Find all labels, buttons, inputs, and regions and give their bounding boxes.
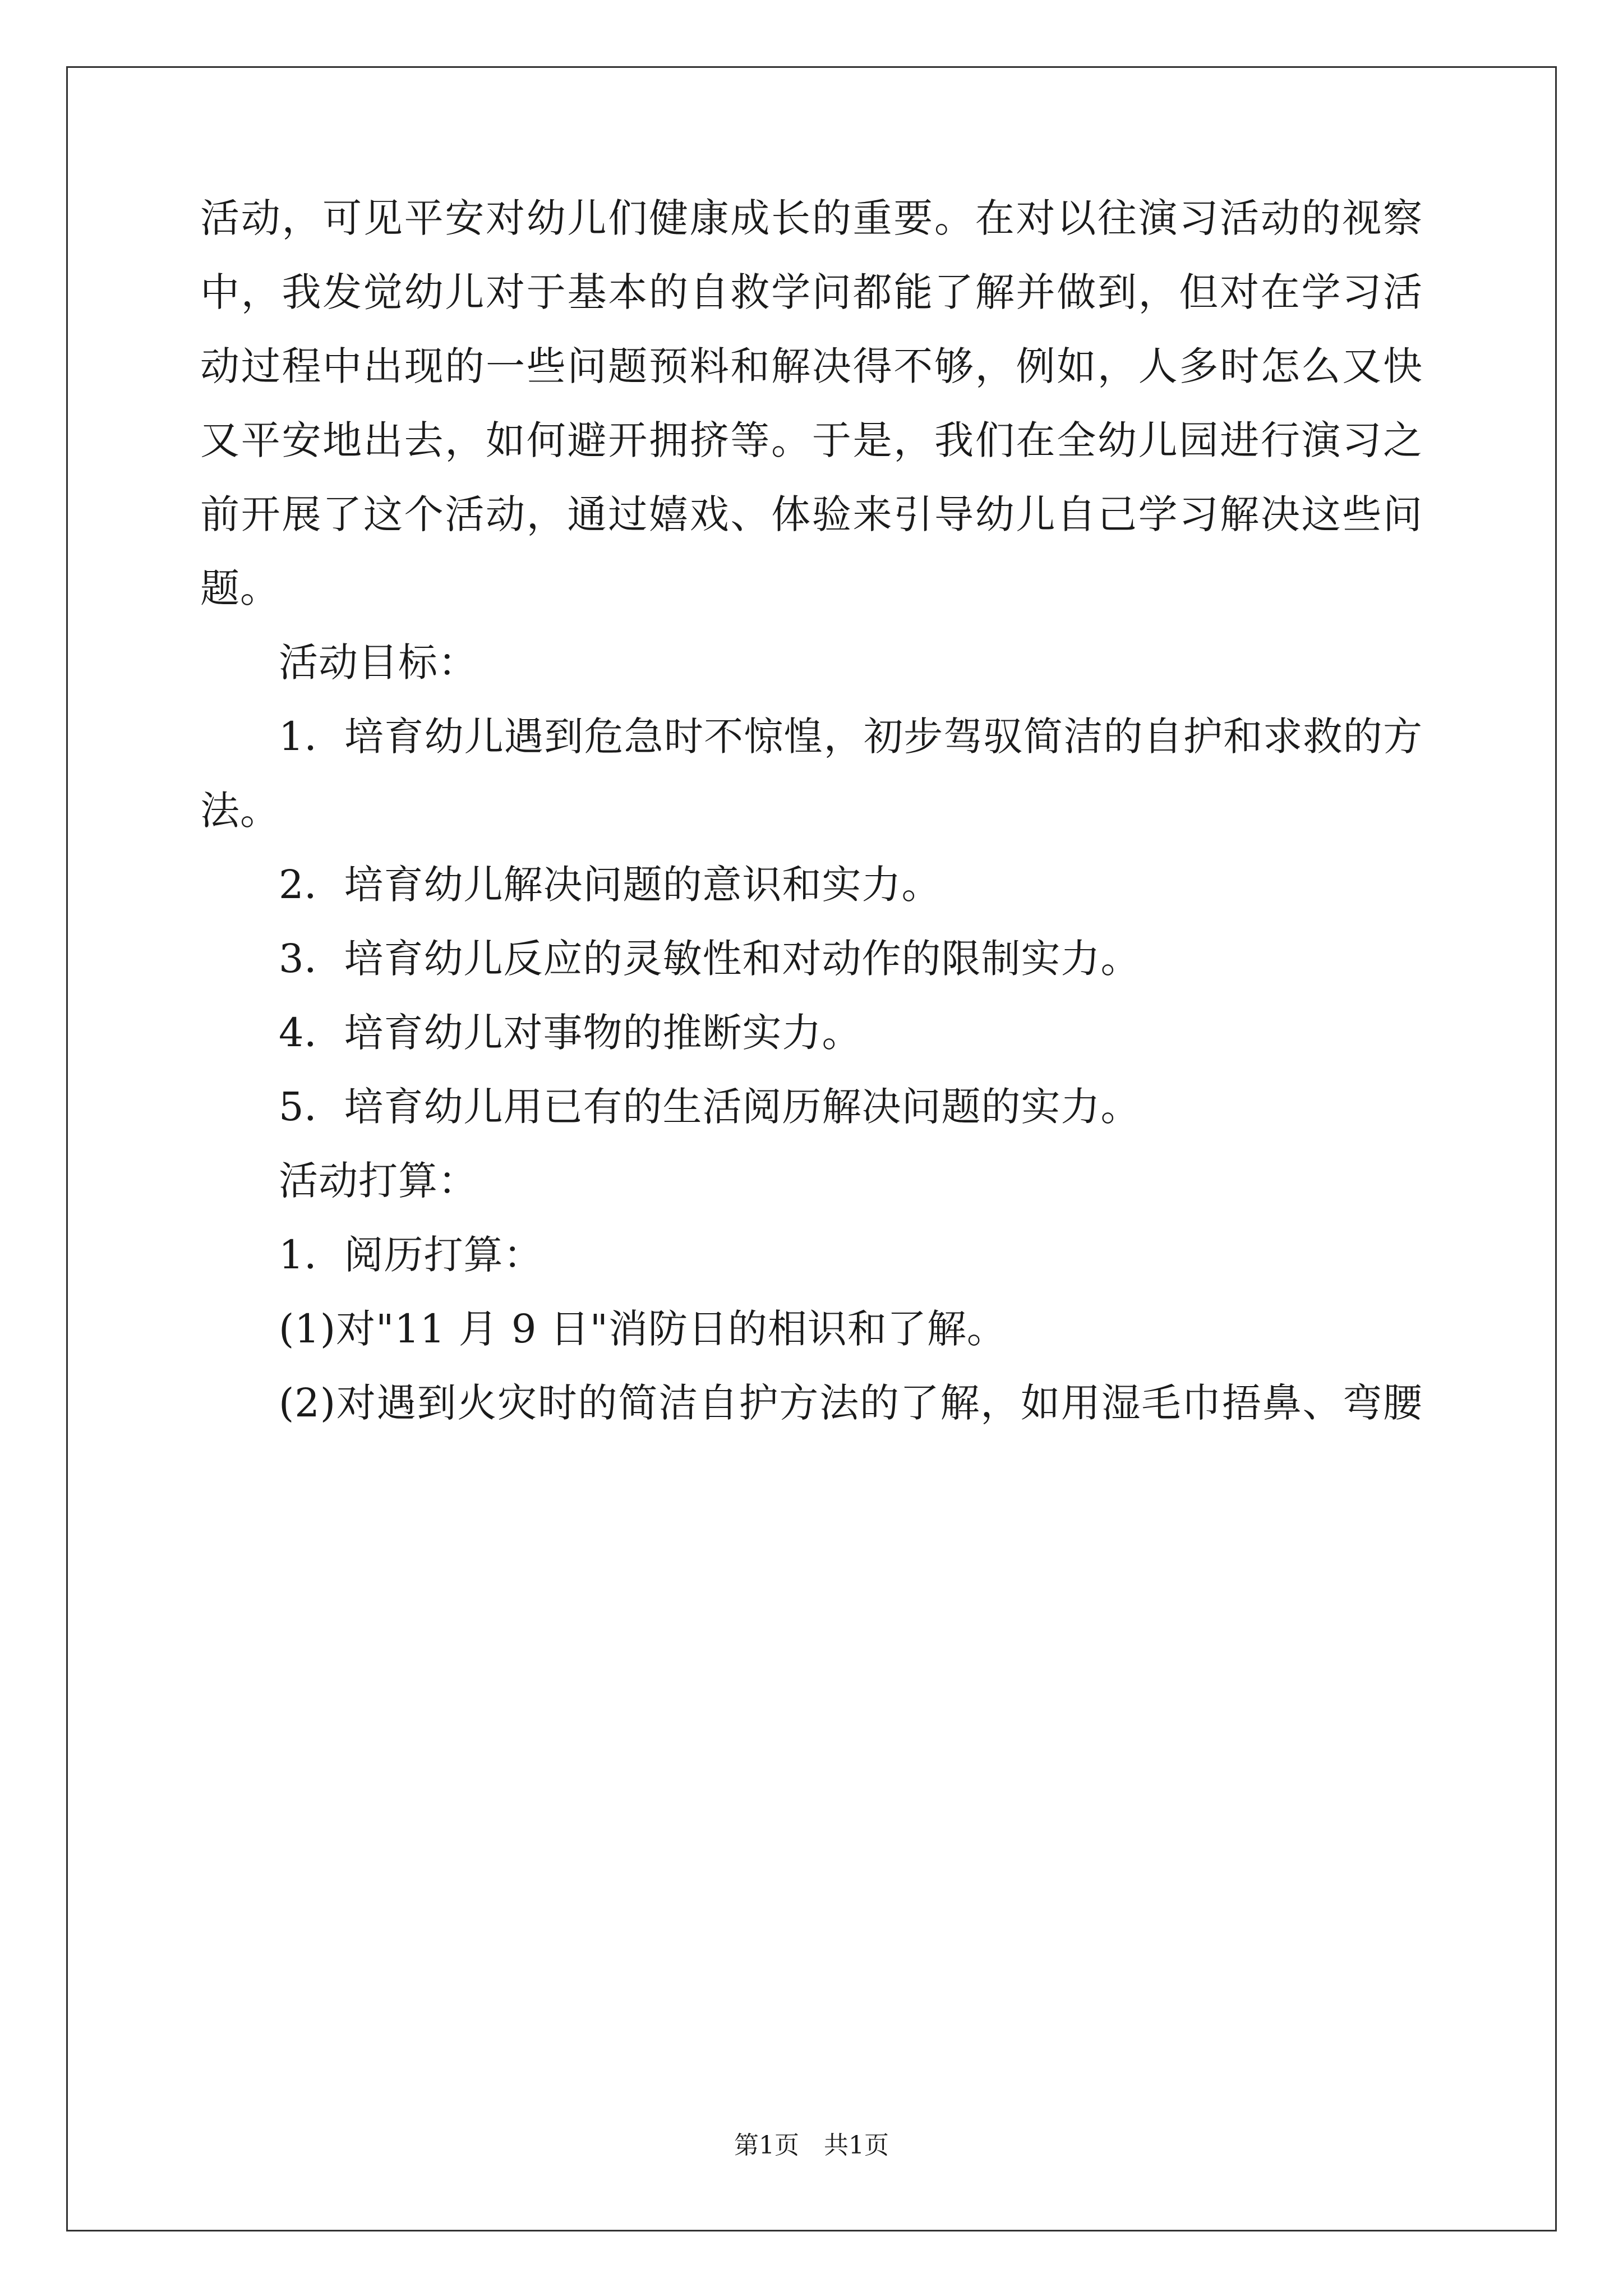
text-line: 又平安地出去，如何避开拥挤等。于是，我们在全幼儿园进行演习之 <box>200 417 1423 463</box>
text-line: 动过程中出现的一些问题预料和解决得不够，例如，人多时怎么又快 <box>200 343 1423 389</box>
text-line: 前开展了这个活动，通过嬉戏、体验来引导幼儿自己学习解决这些问 <box>200 491 1423 537</box>
list-item: 3．培育幼儿反应的灵敏性和对动作的限制实力。 <box>279 936 1141 982</box>
section-heading: 活动目标： <box>279 639 478 685</box>
text-line: 题。 <box>200 565 280 611</box>
list-item: 1．培育幼儿遇到危急时不惊惶，初步驾驭简洁的自护和求救的方 <box>279 714 1423 760</box>
document-body <box>200 185 1423 1444</box>
section-heading: 活动打算： <box>279 1158 478 1204</box>
page-footer: 第1页 共1页 <box>734 2131 889 2160</box>
list-item: 2．培育幼儿解决问题的意识和实力。 <box>279 862 942 908</box>
list-item: (2)对遇到火灾时的简洁自护方法的了解，如用湿毛巾捂鼻、弯腰 <box>279 1380 1423 1426</box>
list-item: 5．培育幼儿用已有的生活阅历解决问题的实力。 <box>279 1084 1141 1130</box>
list-item: 1．阅历打算： <box>279 1232 543 1278</box>
text-line: 活动，可见平安对幼儿们健康成长的重要。在对以往演习活动的视察 <box>200 195 1423 241</box>
list-item: (1)对"11 月 9 日"消防日的相识和了解。 <box>279 1306 1007 1352</box>
text-line: 中，我发觉幼儿对于基本的自救学问都能了解并做到，但对在学习活 <box>200 269 1423 315</box>
list-item: 4．培育幼儿对事物的推断实力。 <box>279 1010 862 1056</box>
text-line: 法。 <box>200 788 280 834</box>
